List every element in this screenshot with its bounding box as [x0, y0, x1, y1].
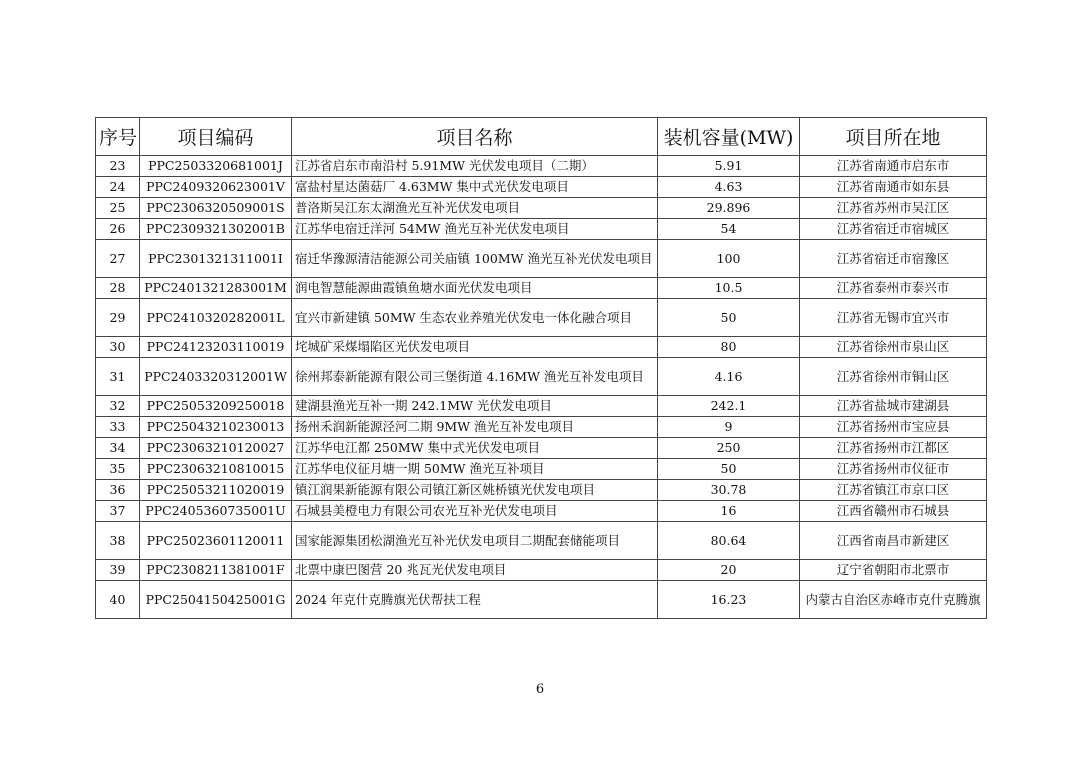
table-row — [96, 337, 987, 358]
cell-project-name: 镇江润果新能源有限公司镇江新区姚桥镇光伏发电项目 — [292, 480, 658, 501]
cell-project-location: 江苏省宿迁市宿豫区 — [800, 240, 987, 278]
cell-project-location: 江苏省镇江市京口区 — [800, 480, 987, 501]
table-row — [96, 560, 987, 581]
cell-project-location: 江苏省无锡市宜兴市 — [800, 299, 987, 337]
cell-project-name: 建湖县渔光互补一期 242.1MW 光伏发电项目 — [292, 396, 658, 417]
cell-project-location: 江苏省徐州市泉山区 — [800, 337, 987, 358]
table-row — [96, 417, 987, 438]
cell-project-location: 江苏省盐城市建湖县 — [800, 396, 987, 417]
cell-project-code: PPC23063210120027 — [140, 438, 292, 459]
cell-project-code: PPC25023601120011 — [140, 522, 292, 560]
cell-serial-number: 30 — [96, 337, 140, 358]
cell-project-code: PPC2504150425001G — [140, 581, 292, 619]
header-project-location: 项目所在地 — [800, 118, 987, 156]
cell-project-code: PPC25043210230013 — [140, 417, 292, 438]
cell-project-name: 普洛斯吴江东太湖渔光互补光伏发电项目 — [292, 198, 658, 219]
cell-project-name: 徐州邦泰新能源有限公司三堡街道 4.16MW 渔光互补发电项目 — [292, 358, 658, 396]
cell-project-name: 宜兴市新建镇 50MW 生态农业养殖光伏发电一体化融合项目 — [292, 299, 658, 337]
cell-installed-capacity: 80.64 — [658, 522, 800, 560]
cell-installed-capacity: 250 — [658, 438, 800, 459]
cell-serial-number: 40 — [96, 581, 140, 619]
cell-serial-number: 33 — [96, 417, 140, 438]
cell-project-location: 江苏省南通市启东市 — [800, 156, 987, 177]
cell-project-code: PPC24123203110019 — [140, 337, 292, 358]
cell-serial-number: 36 — [96, 480, 140, 501]
cell-installed-capacity: 10.5 — [658, 278, 800, 299]
cell-installed-capacity: 30.78 — [658, 480, 800, 501]
cell-serial-number: 27 — [96, 240, 140, 278]
cell-project-location: 江苏省扬州市江都区 — [800, 438, 987, 459]
cell-project-name: 北票中康巴图营 20 兆瓦光伏发电项目 — [292, 560, 658, 581]
cell-project-code: PPC2306320509001S — [140, 198, 292, 219]
cell-serial-number: 28 — [96, 278, 140, 299]
cell-installed-capacity: 80 — [658, 337, 800, 358]
header-serial-number: 序号 — [96, 118, 140, 156]
table-row — [96, 278, 987, 299]
cell-installed-capacity: 4.63 — [658, 177, 800, 198]
cell-serial-number: 38 — [96, 522, 140, 560]
projects-table — [95, 117, 987, 619]
cell-project-code: PPC2308211381001F — [140, 560, 292, 581]
table-row — [96, 358, 987, 396]
cell-project-location: 江苏省徐州市铜山区 — [800, 358, 987, 396]
cell-installed-capacity: 9 — [658, 417, 800, 438]
table-body — [96, 156, 987, 619]
cell-project-name: 国家能源集团松湖渔光互补光伏发电项目二期配套储能项目 — [292, 522, 658, 560]
cell-serial-number: 25 — [96, 198, 140, 219]
table-row — [96, 219, 987, 240]
cell-project-name: 江苏省启东市南沿村 5.91MW 光伏发电项目（二期） — [292, 156, 658, 177]
table-row — [96, 501, 987, 522]
cell-serial-number: 35 — [96, 459, 140, 480]
table-row — [96, 299, 987, 337]
cell-project-location: 江苏省泰州市泰兴市 — [800, 278, 987, 299]
cell-serial-number: 32 — [96, 396, 140, 417]
cell-project-code: PPC2409320623001V — [140, 177, 292, 198]
cell-project-location: 江苏省宿迁市宿城区 — [800, 219, 987, 240]
cell-project-code: PPC2410320282001L — [140, 299, 292, 337]
cell-project-code: PPC2301321311001I — [140, 240, 292, 278]
table-row — [96, 581, 987, 619]
cell-project-code: PPC2401321283001M — [140, 278, 292, 299]
cell-serial-number: 29 — [96, 299, 140, 337]
cell-project-code: PPC2503320681001J — [140, 156, 292, 177]
cell-project-name: 垞城矿采煤塌陷区光伏发电项目 — [292, 337, 658, 358]
cell-installed-capacity: 50 — [658, 459, 800, 480]
table-row — [96, 459, 987, 480]
cell-project-location: 江苏省扬州市仪征市 — [800, 459, 987, 480]
table-row — [96, 198, 987, 219]
cell-serial-number: 31 — [96, 358, 140, 396]
cell-serial-number: 23 — [96, 156, 140, 177]
cell-serial-number: 37 — [96, 501, 140, 522]
table-row — [96, 522, 987, 560]
cell-installed-capacity: 242.1 — [658, 396, 800, 417]
cell-project-location: 内蒙古自治区赤峰市克什克腾旗 — [800, 581, 987, 619]
table-row — [96, 240, 987, 278]
cell-project-name: 宿迁华豫源清洁能源公司关庙镇 100MW 渔光互补光伏发电项目 — [292, 240, 658, 278]
cell-project-name: 江苏华电江都 250MW 集中式光伏发电项目 — [292, 438, 658, 459]
cell-project-location: 江苏省苏州市吴江区 — [800, 198, 987, 219]
cell-installed-capacity: 4.16 — [658, 358, 800, 396]
table-row — [96, 156, 987, 177]
cell-project-location: 辽宁省朝阳市北票市 — [800, 560, 987, 581]
cell-installed-capacity: 16 — [658, 501, 800, 522]
cell-project-location: 江苏省南通市如东县 — [800, 177, 987, 198]
cell-project-name: 石城县美橙电力有限公司农光互补光伏发电项目 — [292, 501, 658, 522]
page-number: 6 — [535, 682, 545, 697]
cell-project-location: 江苏省扬州市宝应县 — [800, 417, 987, 438]
cell-project-name: 江苏华电仪征月塘一期 50MW 渔光互补项目 — [292, 459, 658, 480]
cell-installed-capacity: 29.896 — [658, 198, 800, 219]
cell-project-code: PPC2309321302001B — [140, 219, 292, 240]
cell-project-name: 江苏华电宿迁洋河 54MW 渔光互补光伏发电项目 — [292, 219, 658, 240]
cell-installed-capacity: 100 — [658, 240, 800, 278]
table-row — [96, 480, 987, 501]
table-row — [96, 177, 987, 198]
table-row — [96, 396, 987, 417]
cell-project-name: 扬州禾润新能源泾河二期 9MW 渔光互补发电项目 — [292, 417, 658, 438]
cell-project-location: 江西省南昌市新建区 — [800, 522, 987, 560]
cell-installed-capacity: 16.23 — [658, 581, 800, 619]
cell-project-code: PPC25053209250018 — [140, 396, 292, 417]
cell-installed-capacity: 50 — [658, 299, 800, 337]
cell-serial-number: 34 — [96, 438, 140, 459]
table-row — [96, 438, 987, 459]
table-header — [96, 118, 987, 156]
cell-installed-capacity: 20 — [658, 560, 800, 581]
cell-serial-number: 26 — [96, 219, 140, 240]
cell-serial-number: 39 — [96, 560, 140, 581]
cell-installed-capacity: 5.91 — [658, 156, 800, 177]
cell-project-name: 2024 年克什克腾旗光伏帮扶工程 — [292, 581, 658, 619]
cell-project-code: PPC2403320312001W — [140, 358, 292, 396]
header-row — [96, 118, 987, 156]
header-installed-capacity: 装机容量(MW) — [658, 118, 800, 156]
cell-project-code: PPC23063210810015 — [140, 459, 292, 480]
header-project-code: 项目编码 — [140, 118, 292, 156]
cell-project-code: PPC25053211020019 — [140, 480, 292, 501]
header-project-name: 项目名称 — [292, 118, 658, 156]
cell-project-name: 润电智慧能源曲霞镇鱼塘水面光伏发电项目 — [292, 278, 658, 299]
cell-project-location: 江西省赣州市石城县 — [800, 501, 987, 522]
cell-serial-number: 24 — [96, 177, 140, 198]
cell-project-name: 富盐村星达菌菇厂 4.63MW 集中式光伏发电项目 — [292, 177, 658, 198]
cell-project-code: PPC2405360735001U — [140, 501, 292, 522]
cell-installed-capacity: 54 — [658, 219, 800, 240]
